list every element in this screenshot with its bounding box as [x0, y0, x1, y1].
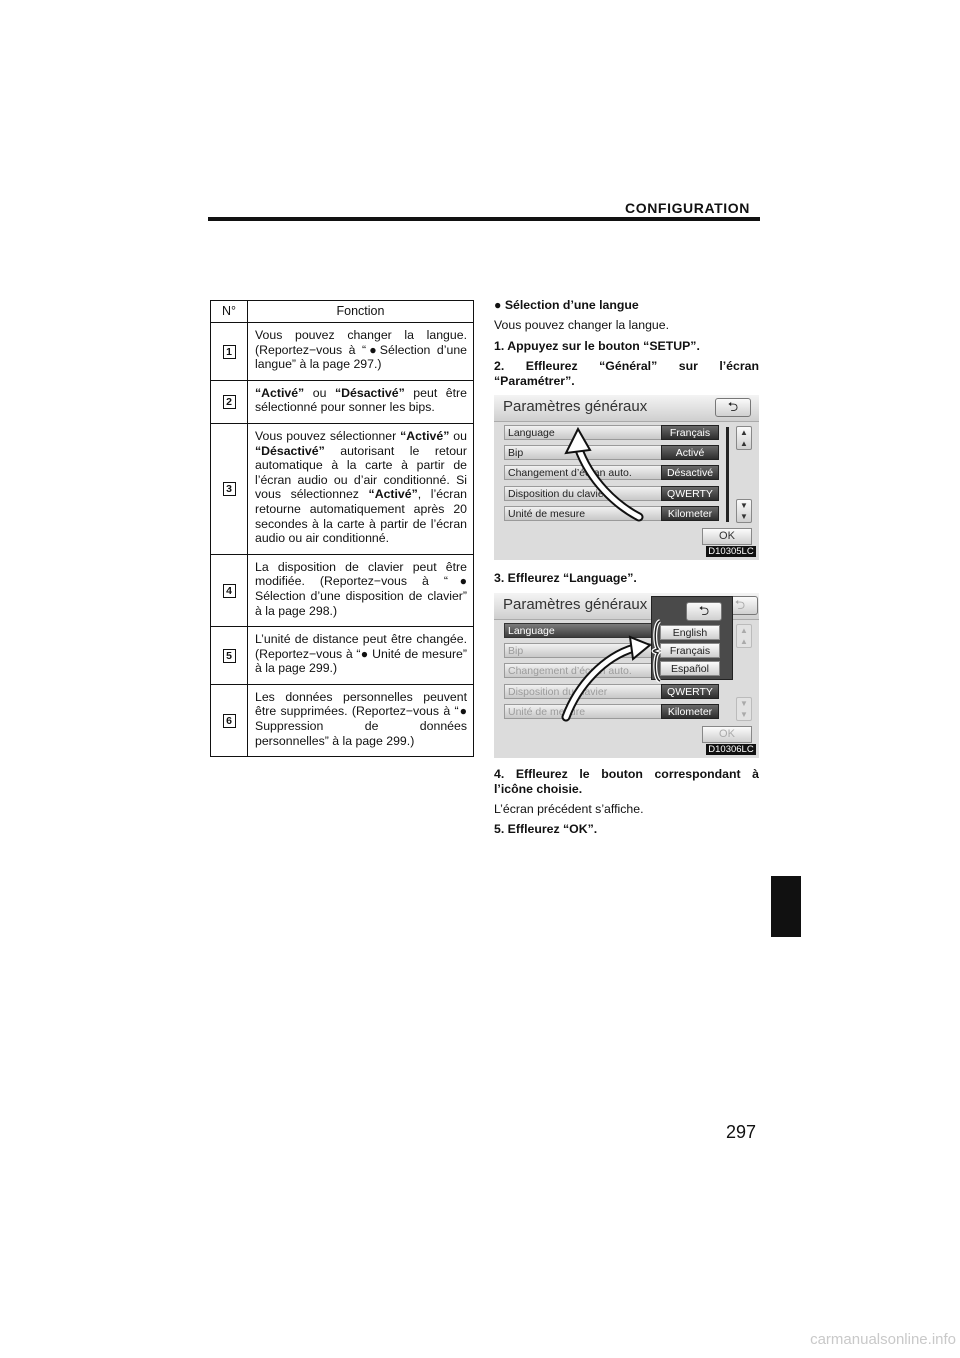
pointer-arrow-icon — [494, 395, 759, 560]
row-function-text: “Activé” ou “Désactivé” peut être sélectionné pour sonner les bips. — [248, 380, 474, 423]
value-auto-screen-change[interactable]: Désactivé — [661, 465, 719, 480]
pointer-arrow-icon — [494, 593, 759, 758]
back-button[interactable]: ⮌ — [715, 398, 751, 417]
col-header-function: Fonction — [248, 301, 474, 323]
ok-button: OK — [702, 726, 752, 743]
table-row — [211, 323, 474, 381]
row-bip[interactable]: Bip — [504, 445, 714, 460]
row-unit: Unité de mesure — [504, 704, 714, 719]
col-header-number: N° — [211, 301, 248, 323]
row-number-badge: 3 — [223, 482, 236, 496]
row-number — [211, 684, 248, 756]
chapter-tab — [771, 876, 801, 937]
option-english[interactable]: English — [660, 625, 720, 640]
section-title: CONFIGURATION — [625, 200, 750, 216]
row-number-badge: 4 — [223, 584, 236, 598]
figure-code: D10305LC — [706, 546, 756, 557]
row-function-text: Les données personnelles peuvent être supprimées. (Reportez−vous à “● Suppression de données personnelles” à la page 299.) — [248, 684, 474, 756]
section-heading: ● Sélection d’une langue — [494, 298, 639, 312]
popup-back-button[interactable]: ⮌ — [686, 602, 722, 621]
note-text: L’écran précédent s’affiche. — [494, 802, 644, 816]
row-auto-screen-change[interactable]: Changement d’écran auto. — [504, 465, 714, 480]
table-row — [211, 627, 474, 685]
header-rule — [208, 217, 760, 221]
row-function-text: Vous pouvez sélectionner “Activé” ou “Désactivé” autorisant le retour automatique à la carte à partir de l’écran audio ou d’air conditionné. Si vous sélectionnez “Activé”, l’écran retourne automatiquement après 20 secondes à la carte à partir de l’écran audio ou air conditionné. — [248, 423, 474, 554]
row-language[interactable]: Language — [504, 623, 714, 638]
option-espanol[interactable]: Español — [660, 661, 720, 676]
page-number: 297 — [725, 1122, 756, 1142]
value-unit[interactable]: Kilometer — [661, 506, 719, 521]
scroll-up-button: ▲ ▲ — [736, 624, 752, 648]
row-function-text: L’unité de distance peut être changée. (Reportez−vous à “● Unité de mesure” à la page 299.) — [248, 627, 474, 685]
table-row — [211, 380, 474, 423]
option-francais[interactable]: Français — [660, 643, 720, 658]
settings-screen-general — [494, 395, 759, 560]
row-number-badge: 2 — [223, 395, 236, 409]
row-keyboard-layout: Disposition du clavier — [504, 684, 714, 699]
scroll-down-button[interactable]: ▼ ▼ — [736, 499, 752, 523]
row-keyboard-layout[interactable]: Disposition du clavier — [504, 486, 714, 501]
table-row — [211, 423, 474, 554]
row-number-badge: 6 — [223, 714, 236, 728]
watermark: carmanualsonline.info — [810, 1331, 956, 1348]
intro-text: Vous pouvez changer la langue. — [494, 318, 670, 332]
screen-title: Paramètres généraux — [503, 596, 648, 613]
screen-title: Paramètres généraux — [503, 398, 648, 415]
value-unit: Kilometer — [661, 704, 719, 719]
value-keyboard-layout: QWERTY — [661, 684, 719, 699]
scroll-down-button: ▼ ▼ — [736, 697, 752, 721]
row-unit[interactable]: Unité de mesure — [504, 506, 714, 521]
step-5: 5. Effleurez “OK”. — [494, 822, 598, 836]
step-4: 4. Effleurez le bouton correspondant à l’icône choisie. — [494, 767, 759, 796]
settings-screen-language — [494, 593, 759, 758]
row-number — [211, 380, 248, 423]
table-row — [211, 684, 474, 756]
function-table — [210, 300, 474, 757]
row-auto-screen-change: Changement d’écran auto. — [504, 663, 714, 678]
step-3: 3. Effleurez “Language”. — [494, 571, 637, 585]
figure-code: D10306LC — [706, 744, 756, 755]
row-number — [211, 554, 248, 626]
row-number-badge: 5 — [223, 649, 236, 663]
value-keyboard-layout[interactable]: QWERTY — [661, 486, 719, 501]
row-function-text: Vous pouvez changer la langue. (Reportez−vous à “●Sélection d’une langue” à la page 297.) — [248, 323, 474, 381]
ok-button[interactable]: OK — [702, 528, 752, 545]
row-function-text: La disposition de clavier peut être modifiée. (Reportez−vous à “● Sélection d’une disposition de clavier” à la page 298.) — [248, 554, 474, 626]
scroll-up-button[interactable]: ▲ ▲ — [736, 426, 752, 450]
row-number — [211, 323, 248, 381]
step-2: 2. Effleurez “Général” sur l’écran “Paramétrer”. — [494, 359, 759, 388]
value-bip[interactable]: Activé — [661, 445, 719, 460]
row-number — [211, 423, 248, 554]
row-language[interactable]: Language — [504, 425, 714, 440]
row-number-badge: 1 — [223, 345, 236, 359]
row-bip: Bip — [504, 643, 714, 658]
table-row — [211, 554, 474, 626]
step-1: 1. Appuyez sur le bouton “SETUP”. — [494, 339, 700, 353]
back-button-dim: ⮌ — [722, 596, 758, 615]
value-language[interactable]: Français — [661, 425, 719, 440]
row-number — [211, 627, 248, 685]
